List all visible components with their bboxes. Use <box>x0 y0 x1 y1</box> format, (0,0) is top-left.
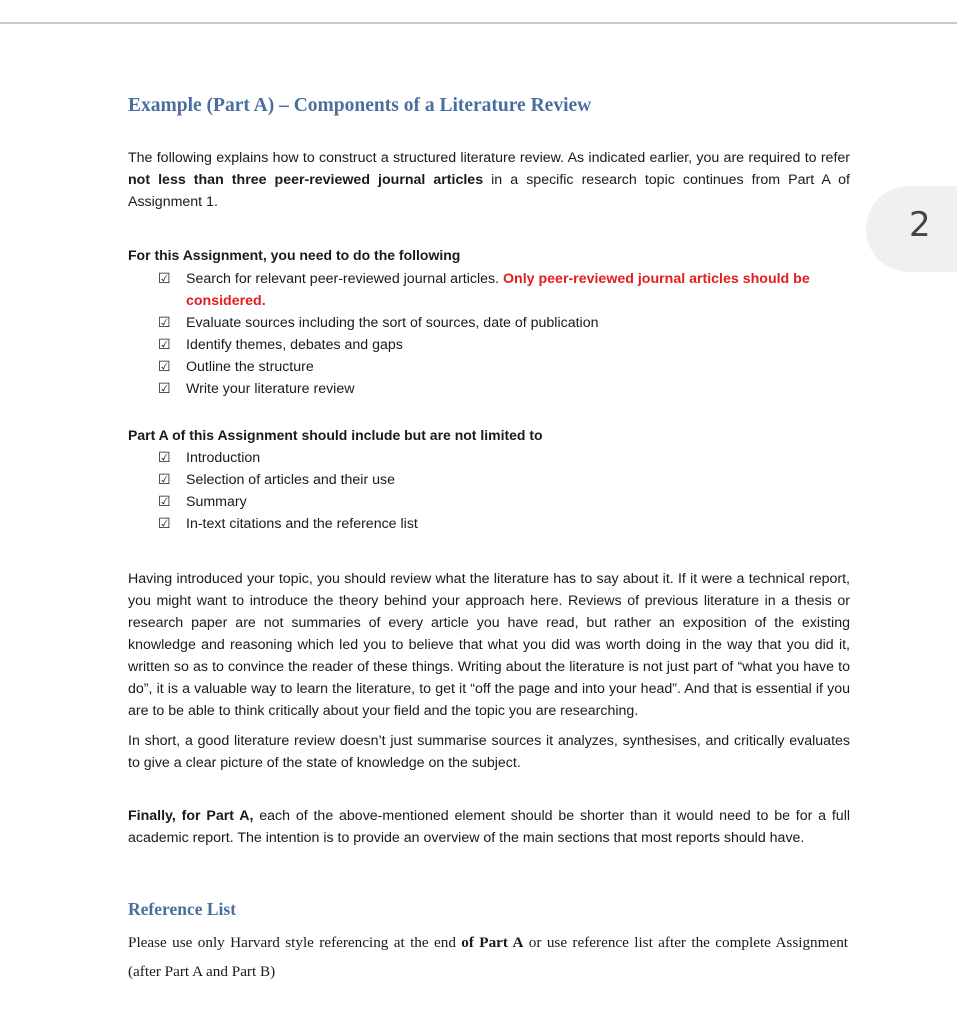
part-a-title: Part A of this Assignment should include but are not limited to <box>128 427 543 443</box>
checkbox-checked-icon: ☑ <box>158 494 171 510</box>
checklist-item: ☑ Selection of articles and their use <box>158 469 848 491</box>
checkbox-checked-icon: ☑ <box>158 450 171 466</box>
body-paragraph-1: Having introduced your topic, you should review what the literature has to say about it. If it were a technical report, you might want to introduce the theory behind your approach here. Reviews of previous literature in a thesis or research paper are not summaries of every article you have read, but rather an exposition of the existing knowledge and reasoning which led you to believe that what you did was worth doing in the way that you did it, written so as to convince the reader of these things. Writing about the literature is not just part of “what you have to do”, it is a valuable way to learn the literature, to get it “off the page and into your head”. And that is essential if you are to be able to think critically about your field and the topic you are researching. <box>128 571 850 719</box>
checklist-item: ☑ Search for relevant peer-reviewed journal articles. Only peer-reviewed journal articles should be considered. <box>158 268 848 312</box>
intro-paragraph: The following explains how to construct a structured literature review. As indicated earlier, you are required to refer not less than three peer-reviewed journal articles in a specific research topic continues from Part A of Assignment 1. <box>128 150 850 210</box>
reference-list-heading: Reference List <box>128 899 237 919</box>
checkbox-checked-icon: ☑ <box>158 516 171 532</box>
section-heading: Example (Part A) – Components of a Literature Review <box>128 95 592 116</box>
checkbox-checked-icon: ☑ <box>158 337 171 353</box>
checklist-item: ☑ Summary <box>158 491 848 513</box>
checkbox-checked-icon: ☑ <box>158 315 171 331</box>
body-paragraph-2: In short, a good literature review doesn’t just summarise sources it analyzes, synthesises, and critically evaluates to give a clear picture of the state of knowledge on the subject. <box>128 733 850 771</box>
page-number: 2 <box>909 205 931 245</box>
checkbox-checked-icon: ☑ <box>158 381 171 397</box>
tasks-title: For this Assignment, you need to do the following <box>128 247 461 263</box>
reference-paragraph: Please use only Harvard style referencing at the end of Part A or use reference list after the complete Assignment (after Part A and Part B) <box>128 934 849 980</box>
checklist-item: ☑ In-text citations and the reference list <box>158 513 848 535</box>
checklist-item: ☑ Identify themes, debates and gaps <box>158 334 848 356</box>
checklist-item: ☑ Evaluate sources including the sort of sources, date of publication <box>158 312 848 334</box>
checklist-item: ☑ Write your literature review <box>158 378 848 400</box>
checklist-item: ☑ Introduction <box>158 447 848 469</box>
part-a-checklist <box>158 447 848 535</box>
checkbox-checked-icon: ☑ <box>158 472 171 488</box>
top-divider <box>0 22 957 24</box>
finally-paragraph: Finally, for Part A, each of the above-mentioned element should be shorter than it would need to be for a full academic report. The intention is to provide an overview of the main sections that most reports should have. <box>128 808 851 846</box>
tasks-checklist <box>158 268 848 400</box>
checklist-item: ☑ Outline the structure <box>158 356 848 378</box>
checkbox-checked-icon: ☑ <box>158 271 171 287</box>
checkbox-checked-icon: ☑ <box>158 359 171 375</box>
